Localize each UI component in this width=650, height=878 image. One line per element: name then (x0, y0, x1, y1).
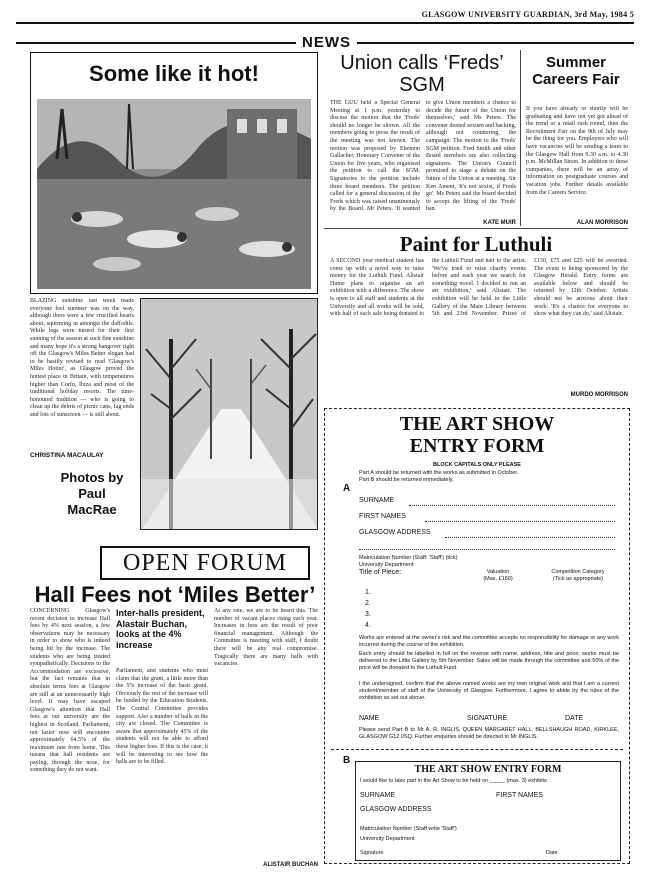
entry-number-3: 3. (365, 611, 371, 618)
address-field[interactable] (445, 537, 615, 538)
forum-body-1: CONCERNING Glasgow's recent decision to increase Hall fees by 4% next session, a few observations may be necessary in order to show who is indeed being hit by the increase. The students who are being treated sympathetically. Decisions to the Accommodation are excessive, but the fact remains that in absolute terms fees at Glasgow are still at an unnecessarily high level. It may have escaped Glasgow's attention that Hall fees at our university are the highest in Scotland. Parliament, not lazier now will encounter approximately 64.5% of the maximum rate from home. This means that hall residents are paying, through the nose, for something they do not want. (30, 608, 110, 774)
luthuli-byline: MURDO MORRISON (570, 392, 628, 398)
part-b-address-label: GLASGOW ADDRESS (360, 806, 432, 813)
careers-byline: ALAN MORRISON (576, 220, 628, 226)
hot-body: BLAZING sunshine last week made everyone feel summer was on the way, although there were a few crucified hearts about, squirming in amongst the daffodils. While legs were turned for their first sunning of the season at such fine sunshine and many hope it's a strong hangover right off the Glasgow's Miles Better slogan had to be hastily revised to read 'Glasgow's Miles Hotter', as Glasgow proved the hottest place in Britain, with temperatures higher than Corfu, Ibiza and most of the traditional holiday resorts. The time-honoured tradition — who is going to clean up the debris of picnic cans, fag ends and lots of sunscreen — is still about. (30, 298, 134, 418)
hot-byline: CHRISTINA MACAULAY (30, 452, 104, 459)
address-field-2[interactable] (359, 549, 615, 550)
union-byline: KATE MUIR (483, 220, 516, 226)
open-forum-box (100, 546, 310, 580)
address-label: GLASGOW ADDRESS (359, 529, 431, 536)
first-names-field[interactable] (425, 521, 615, 522)
terms-2: Each entry should be labelled in full on the reverse with name, address, title and price; works must be delivered to the Little Gallery by 5th November. Sales will be made through the committee and 50% of the price will be donated to the Luthuli Fund. (359, 651, 619, 671)
masthead: GLASGOW UNIVERSITY GUARDIAN, 3rd May, 1984 5 (421, 10, 634, 19)
name-label: NAME (359, 715, 380, 722)
forum-body-2: Parliament, and students who must claim that the grant, a little more than the 5% increase of the basic grant. Obviously the rest of the increase will be funded by the Education Students. The Central Committee provides support. Also a number of halls in the city are closed. The Committee is aware that approximately 45% of the students will not be able to afford these higher fees. If this is the case, it will be interesting to see how the halls are to be filled. (116, 668, 208, 766)
matric-label: Matriculation Number (Staff: 'Staff') (tick) (359, 555, 458, 561)
union-body: THE GUU held a Special General Meeting at 1 p.m. yesterday to discuss the motion that the 'Freds' should no longer be shown. All the members going to press the result of the meeting was not known. The motion was proposed by Ehemon Gallacher, Honorary Convener of the Union for five years, who organised the petition to call the SGM. Signatories to the petition include three board members. The petition called for a general discussion of the Freds which was raised unanimously by the Board. Mr Peters. 'It wanted to give Union members a chance to decide the future of the Union for themselves,' said Ms Peters. The convener denied sexism and backing, although not countering, the campaign. The motion to the 'Freds' SGM petition. Fred Smith and other Board members are also collecting signatures. The Union's Council promised to stage a debate on the future of the Union at a meeting. Sir Ken Ament, 'it's not sexist, if Freds go'. Ms Peters said the board decided to accept the lifting of the 'Freds' ban. (330, 100, 516, 213)
trees-photo (140, 298, 318, 530)
part-note-2: Part B should be returned immediately. (359, 477, 454, 483)
careers-bottom-rule (324, 228, 628, 229)
valuation-sub: (Max. £150) (483, 576, 513, 582)
dept-label: University Department: (359, 562, 415, 568)
first-names-label: FIRST NAMES (359, 513, 406, 520)
tear-line (331, 749, 623, 750)
surname-label: SURNAME (359, 497, 395, 504)
signature-label: SIGNATURE (467, 715, 508, 722)
hot-story-frame (30, 52, 318, 294)
entry-number-4: 4. (365, 622, 371, 629)
careers-headline: Summer Careers Fair (532, 54, 620, 88)
forum-body-3: At any rate, we are to be heard this. The number of vacant places rising each year. Increases in fees are the result of poor financial management. Although the Committee is meeting with staff, I doubt there will be any real compromise. Tragically there are many halls with vacancies. (214, 608, 318, 668)
surname-field[interactable] (409, 505, 615, 506)
title-of-piece-label: Title of Piece: (359, 569, 402, 576)
photo-credit (52, 470, 132, 518)
category-sub: (Tick as appropriate) (552, 576, 604, 582)
sunbathers-photo (37, 99, 311, 289)
entry-number-1: 1. (365, 589, 371, 596)
part-b-matric-label: Matriculation Number (Staff write 'Staff') (360, 826, 457, 832)
form-title-line-1: THE ART SHOW (399, 413, 555, 435)
part-b-title: THE ART SHOW ENTRY FORM (414, 764, 562, 775)
forum-standfirst: Inter-halls president, Alastair Buchan, looks at the 4% increase (116, 608, 205, 650)
luthuli-headline: Paint for Luthuli (399, 232, 553, 256)
careers-body: If you have already or shortly will be graduating and have not yet got ahead of the trend or a retail rush round, then the Recruitment Fair on the 9th of July may be the thing for you. Employers who will have vacancies will be sending a team to the Glasgow Hall from 9.30 a.m. to 4.30 p.m. McMillan Street. In addition to these companies, there will be an array of information on postgraduate courses and vacation jobs. Further details available from the Careers Service. (526, 106, 628, 196)
careers-column-rule (520, 50, 521, 226)
forum-headline: Hall Fees not ‘Miles Better’ (34, 582, 316, 607)
photo-credit-line-2: Paul (78, 486, 106, 501)
return-note: Please send Part B to Mr A. R. INGLIS, QUEEN MARGARET HALL, BELLSHAUGH ROAD, KIRKLEE, GLASGOW G12 0SQ. Further enquiries should be directed to Mr INGLIS. (359, 727, 619, 740)
part-note-1: Part A should be returned with the works as submitted in October. (359, 470, 519, 476)
part-b-dept-label: University Department (360, 836, 415, 842)
part-b-signature-label: Signature (360, 850, 384, 856)
entry-number-2: 2. (365, 600, 371, 607)
part-a-label: A (343, 483, 351, 494)
form-title (325, 413, 629, 457)
valuation-header (473, 569, 523, 583)
category-header (537, 569, 619, 583)
forum-byline: ALISTAIR BUCHAN (263, 862, 318, 868)
part-b-first-names-label: FIRST NAMES (496, 792, 543, 799)
part-b-label: B (343, 755, 351, 766)
terms-3: I the undersigned, confirm that the above named works are my own original work and that I am a current student/member of staff of the University of Glasgow. Furthermore, I agree to abide by the rules of the exhibition as set out above. (359, 681, 619, 701)
caps-note: BLOCK CAPITALS ONLY PLEASE (433, 462, 521, 468)
masthead-rule (16, 22, 634, 24)
hot-headline: Some like it hot! (89, 61, 259, 86)
sunbathers-photo-art (37, 99, 311, 289)
luthuli-body: A SECOND year medical student has come up with a novel way to raise money for the Luthuli Fund. Alistair Hume plans to organise an art exhibition with a difference. The show is open to all staff and students at the University and all works will be sold, with half of each sale being donated to the Luthuli Fund and half to the artist. 'We've tried to raise charity events before and each year we search for something novel. I decided to run an art exhibition,' said Alistair. The exhibition will be held in the Little Gallery of the Main Library between 5th and 23rd November. Prizes of £150, £75 and £25 will be awarded. The event is being sponsored by the Glasgow Herald. Entry forms are available below and should be returned by 12th October. Artists should not be anxious about their work: 'It's a chance for everyone to show what they can do,' said Alistair. (330, 258, 628, 318)
form-title-line-2: ENTRY FORM (409, 435, 545, 457)
terms-1: Works are entered at the owner's risk and the committee accepts no responsibility for damage or any work incurred during the course of the exhibition. (359, 635, 619, 648)
part-b-date-label: Date (546, 850, 558, 856)
photo-credit-line-3: MacRae (67, 502, 117, 517)
union-headline: Union calls ‘Freds’ SGM (340, 52, 504, 96)
part-b-intro: I would like to take part in the Art Show to be held on _____ (max. 3) exhibits (360, 778, 547, 784)
trees-photo-art (141, 299, 318, 530)
open-forum-label: OPEN FORUM (122, 550, 288, 576)
valuation-label: Valuation (486, 569, 510, 575)
part-b-surname-label: SURNAME (360, 792, 396, 799)
entry-form (324, 408, 630, 864)
section-label: NEWS (296, 34, 357, 51)
part-b-box (355, 761, 621, 861)
photo-credit-line-1: Photos by (60, 470, 124, 485)
category-label: Competition Category (551, 569, 605, 575)
date-label: DATE (565, 715, 584, 722)
entry-numbers (365, 587, 371, 631)
